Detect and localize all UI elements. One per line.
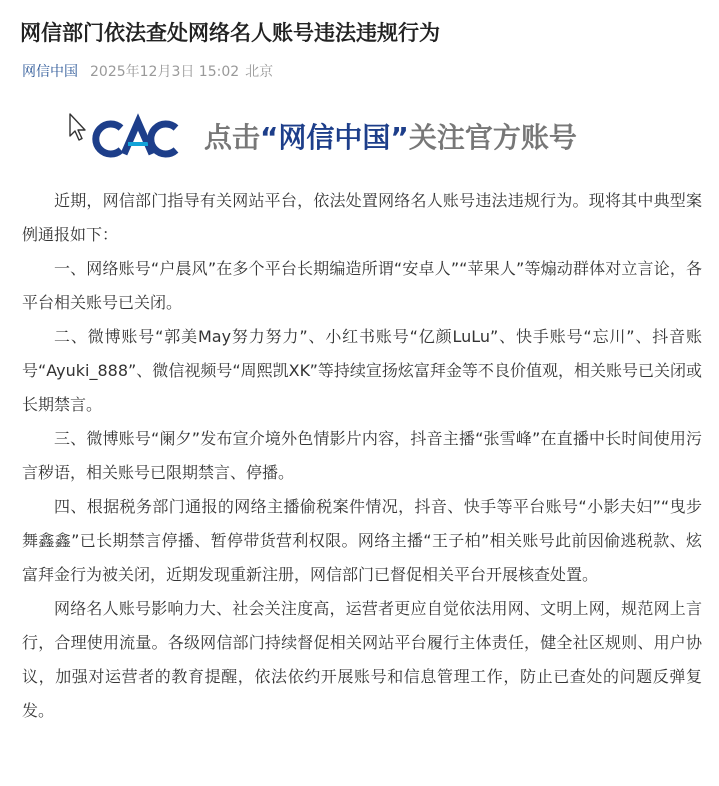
publish-date: 2025年12月3日 15:02: [90, 64, 240, 80]
paragraph-case-2: 二、微博账号“郭美May努力努力”、小红书账号“亿颜LuLu”、快手账号“忘川”、抖音账号“Ayuki_888”、微信视频号“周熙凯XK”等持续宣扬炫富拜金等不良价值观，相关账号已关闭或长期禁言。: [22, 327, 702, 414]
source-link[interactable]: 网信中国: [22, 64, 78, 80]
location: 北京: [245, 64, 274, 80]
paragraph-intro: 近期，网信部门指导有关网站平台，依法处置网络名人账号违法违规行为。现将其中典型案例通报如下：: [22, 191, 702, 244]
paragraph-case-1: 一、网络账号“户晨风”在多个平台长期编造所谓“安卓人”“苹果人”等煽动群体对立言论，各平台相关账号已关闭。: [22, 259, 702, 312]
cursor-pointer-icon: [70, 114, 85, 140]
banner-slogan: 点击“网信中国”关注官方账号: [204, 121, 577, 154]
cac-logo: [96, 122, 176, 154]
paragraph-case-4: 四、根据税务部门通报的网络主播偷税案件情况，抖音、快手等平台账号“小影夫妇”“曳步舞鑫鑫”已长期禁言停播、暂停带货营利权限。网络主播“王子柏”相关账号此前因偷逃税款、炫富拜金行为被关闭，近期发现重新注册，网信部门已督促相关平台开展核查处置。: [22, 497, 702, 584]
follow-banner[interactable]: [64, 106, 664, 166]
article-title: 网信部门依法查处网络名人账号违法违规行为: [20, 21, 440, 45]
paragraph-case-3: 三、微博账号“阑夕”发布宣介境外色情影片内容，抖音主播“张雪峰”在直播中长时间使用污言秽语，相关账号已限期禁言、停播。: [22, 429, 702, 482]
article-meta: [22, 62, 273, 82]
article-body: [22, 184, 702, 728]
paragraph-conclusion: 网络名人账号影响力大、社会关注度高，运营者更应自觉依法用网、文明上网，规范网上言行，合理使用流量。各级网信部门持续督促相关网站平台履行主体责任，健全社区规则、用户协议，加强对运营者的教育提醒，依法依约开展账号和信息管理工作，防止已查处的问题反弹复发。: [22, 599, 702, 720]
